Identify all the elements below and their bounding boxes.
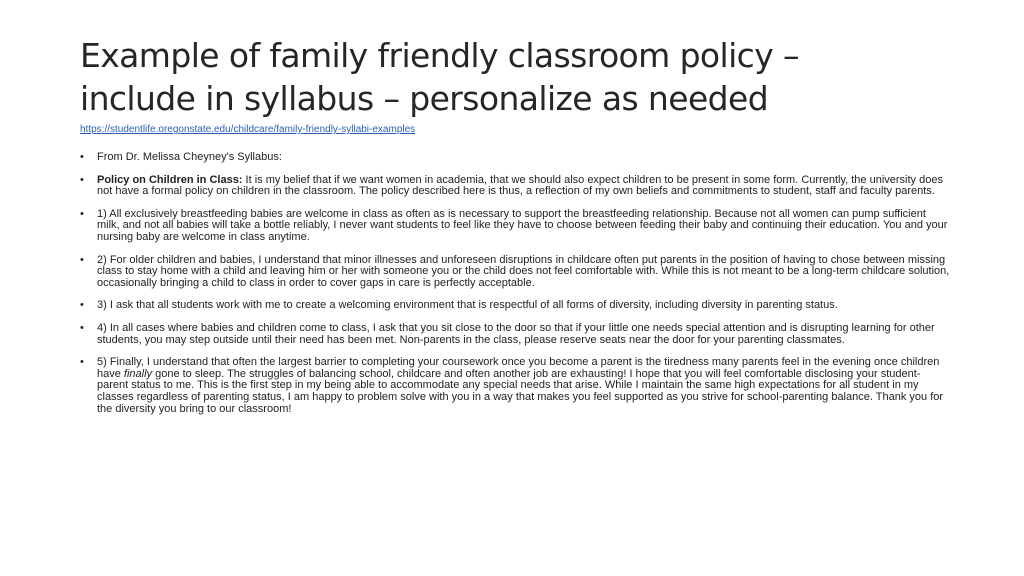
bullet-text: 1) All exclusively breastfeeding babies are welcome in class as often as is necessary to support the breastfeeding relationship. Because not all women can pump sufficient milk, and not all babies will take a bottle reliably, I never want students to feel like they have to choose between feeding their baby and continuing their education. You and your nursing baby are welcome in class anytime. xyxy=(97,207,948,243)
list-item xyxy=(80,209,950,244)
bullet-text: 3) I ask that all students work with me to create a welcoming environment that is respectful of all forms of diversity, including diversity in parenting status. xyxy=(97,299,838,312)
bullet-dot-icon: • xyxy=(80,253,84,266)
bullet-dot-icon: • xyxy=(80,173,84,186)
bullet-text: It is my belief that if we want women in academia, that we should also expect children to be present in some form. Currently, the university does not have a formal policy on children in the classroom. The policy described here is thus, a reflection of my own beliefs and commitments to student, staff and faculty parents. xyxy=(97,173,943,198)
source-link[interactable]: https://studentlife.oregonstate.edu/childcare/family-friendly-syllabi-examples xyxy=(80,124,416,135)
bullet-text: From Dr. Melissa Cheyney's Syllabus: xyxy=(97,151,282,163)
bullet-text-after: gone to sleep. The struggles of balancing school, childcare and often another job are exhausting! I hope that you will feel comfortable disclosing your student-parent status to me. This is the first step in my being able to accommodate any special needs that arise. While I maintain the same high expectations for all student in my classes regardless of parenting status, I am happy to problem solve with you in a way that makes you feel supported as you strive for school-parenting balance. Thank you for the diversity you bring to our classroom! xyxy=(97,367,944,415)
list-item xyxy=(80,357,950,415)
bullet-bold-lead: Policy on Children in Class: xyxy=(97,173,243,186)
bullet-text: 2) For older children and babies, I understand that minor illnesses and unforeseen disruptions in childcare often put parents in the position of having to chose between missing class to stay home with a child and leaving him or her with someone you or the child does not feel comfortable with. While this is not meant to be a long-term childcare solution, occasionally bringing a child to class in order to cover gaps in care is perfectly acceptable. xyxy=(97,253,950,289)
bullet-list xyxy=(80,152,950,426)
bullet-dot-icon: • xyxy=(80,151,84,163)
list-item xyxy=(80,175,950,198)
list-item xyxy=(80,323,950,346)
bullet-text: 4) In all cases where babies and children come to class, I ask that you sit close to the door so that if your little one needs special attention and is disrupting learning for other students, you may step outside until their need has been met. Non-parents in the class, please reserve seats near the door for your parenting classmates. xyxy=(97,321,935,346)
bullet-dot-icon: • xyxy=(80,207,84,220)
bullet-italic-word: finally xyxy=(123,367,153,380)
bullet-text-before: 5) Finally, I understand that often the largest barrier to completing your coursework once you become a parent is the tiredness many parents feel in the evening once children have xyxy=(97,356,940,380)
slide-title-line-1: Example of family friendly classroom policy – xyxy=(80,36,799,75)
bullet-dot-icon: • xyxy=(80,321,84,334)
bullet-dot-icon: • xyxy=(80,356,84,369)
list-item xyxy=(80,255,950,290)
slide-title-line-2: include in syllabus – personalize as needed xyxy=(80,79,769,118)
list-item xyxy=(80,300,950,312)
bullet-dot-icon: • xyxy=(80,299,84,312)
list-item xyxy=(80,152,950,164)
slide-title xyxy=(80,34,980,120)
